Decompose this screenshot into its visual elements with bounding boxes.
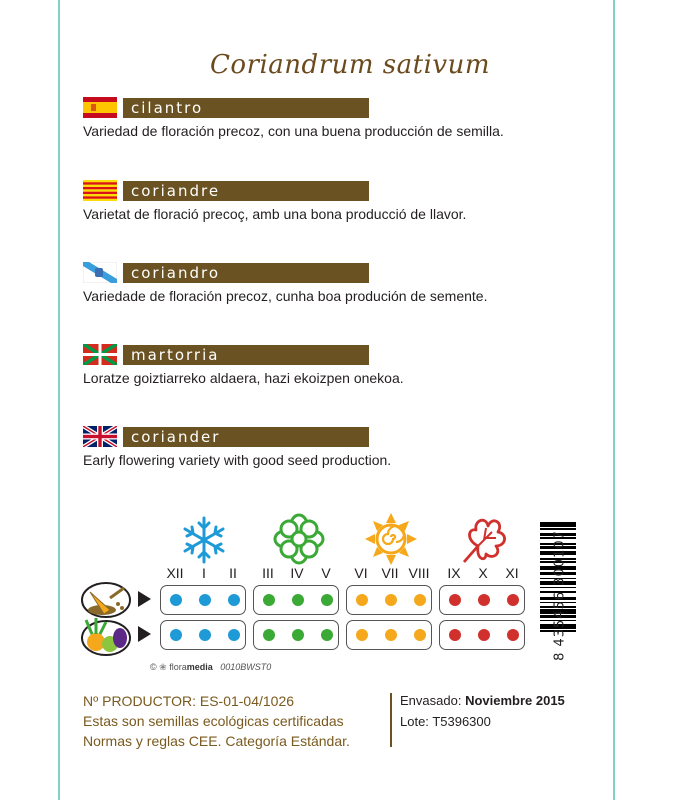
right-border-line <box>613 0 615 800</box>
month-dot <box>228 629 240 641</box>
month-label: XI <box>505 565 519 581</box>
language-description: Early flowering variety with good seed production. <box>83 452 392 468</box>
month-dot <box>199 629 211 641</box>
language-description: Varietat de floració precoç, amb una bona producció de llavor. <box>83 206 467 222</box>
language-name: martorria <box>131 346 220 364</box>
month-dot <box>228 594 240 606</box>
month-dot <box>292 629 304 641</box>
month-dot <box>385 629 397 641</box>
brand-name-light: flora <box>169 662 187 672</box>
month-label: VI <box>354 565 368 581</box>
language-name: coriander <box>131 428 221 446</box>
packed-date <box>400 693 565 708</box>
month-label: VII <box>381 565 399 581</box>
language-description: Variedade de floración precoz, cunha boa produción de semente. <box>83 288 488 304</box>
footer-divider <box>390 693 392 747</box>
autumn-leaf-icon <box>456 512 512 568</box>
month-label: XII <box>166 565 184 581</box>
producer-number: Nº PRODUCTOR: ES-01-04/1026 <box>83 693 295 709</box>
brand-name-bold: media <box>186 662 213 672</box>
language-block-gl <box>83 262 603 304</box>
month-dot <box>478 629 490 641</box>
sowing-arrow-icon <box>138 591 151 607</box>
summer-sun-icon <box>364 512 418 566</box>
language-name-bar <box>123 263 369 283</box>
packed-value: Noviembre 2015 <box>465 693 565 708</box>
language-name-bar <box>123 345 369 365</box>
month-dot <box>199 594 211 606</box>
galicia-flag-icon <box>83 262 117 283</box>
month-group <box>346 585 432 615</box>
certification-line: Estas son semillas ecológicas certificadas <box>83 713 344 729</box>
left-border-line <box>58 0 60 800</box>
product-code: 0010BWST0 <box>220 662 272 672</box>
lot-number <box>400 714 491 729</box>
month-group <box>160 585 246 615</box>
month-group <box>253 585 339 615</box>
month-dot <box>356 594 368 606</box>
barcode-number: 8 435456 300107 <box>552 530 568 661</box>
month-group <box>253 620 339 650</box>
barcode <box>540 522 610 670</box>
month-label: I <box>202 565 206 581</box>
month-label: VIII <box>408 565 430 581</box>
month-dot <box>263 629 275 641</box>
harvest-icon <box>78 614 134 658</box>
month-dot <box>292 594 304 606</box>
month-dot <box>321 594 333 606</box>
language-name: coriandro <box>131 264 220 282</box>
month-dot <box>170 629 182 641</box>
language-name-bar <box>123 181 369 201</box>
month-label: V <box>321 565 331 581</box>
harvest-arrow-icon <box>138 626 151 642</box>
uk-flag-icon <box>83 426 117 447</box>
winter-snowflake-icon <box>178 514 230 566</box>
species-title: Coriandrum sativum <box>210 50 490 80</box>
spring-flower-icon <box>272 512 326 566</box>
month-dot <box>414 629 426 641</box>
packed-label: Envasado: <box>400 693 462 708</box>
month-dot <box>170 594 182 606</box>
basque-flag-icon <box>83 344 117 365</box>
standards-line: Normas y reglas CEE. Categoría Estándar. <box>83 733 350 749</box>
language-block-en <box>83 426 603 468</box>
month-dot <box>449 594 461 606</box>
language-block-eu <box>83 344 603 386</box>
lot-label: Lote: <box>400 714 429 729</box>
month-dot <box>478 594 490 606</box>
language-block-ca <box>83 180 603 222</box>
month-label: IV <box>290 565 304 581</box>
month-label: III <box>262 565 274 581</box>
brand-line <box>150 662 271 673</box>
language-name-bar <box>123 427 369 447</box>
lot-value: T5396300 <box>432 714 491 729</box>
spain-flag-icon <box>83 97 117 118</box>
month-label: X <box>478 565 488 581</box>
month-dot <box>507 594 519 606</box>
month-group <box>160 620 246 650</box>
copyright-mark: © <box>150 662 157 672</box>
language-name-bar <box>123 98 369 118</box>
catalonia-flag-icon <box>83 180 117 201</box>
month-label: II <box>229 565 237 581</box>
language-name: cilantro <box>131 99 204 117</box>
month-label: IX <box>447 565 461 581</box>
month-dot <box>356 629 368 641</box>
month-dot <box>385 594 397 606</box>
language-block-es <box>83 97 603 139</box>
language-name: coriandre <box>131 182 221 200</box>
month-dot <box>321 629 333 641</box>
month-dot <box>449 629 461 641</box>
month-dot <box>263 594 275 606</box>
month-group <box>439 585 525 615</box>
month-group <box>346 620 432 650</box>
month-dot <box>414 594 426 606</box>
language-description: Loratze goiztiarreko aldaera, hazi ekoizpen onekoa. <box>83 370 404 386</box>
month-dot <box>507 629 519 641</box>
language-description: Variedad de floración precoz, con una buena producción de semilla. <box>83 123 504 139</box>
floramedia-logo-icon: ❀ <box>159 662 167 672</box>
month-group <box>439 620 525 650</box>
